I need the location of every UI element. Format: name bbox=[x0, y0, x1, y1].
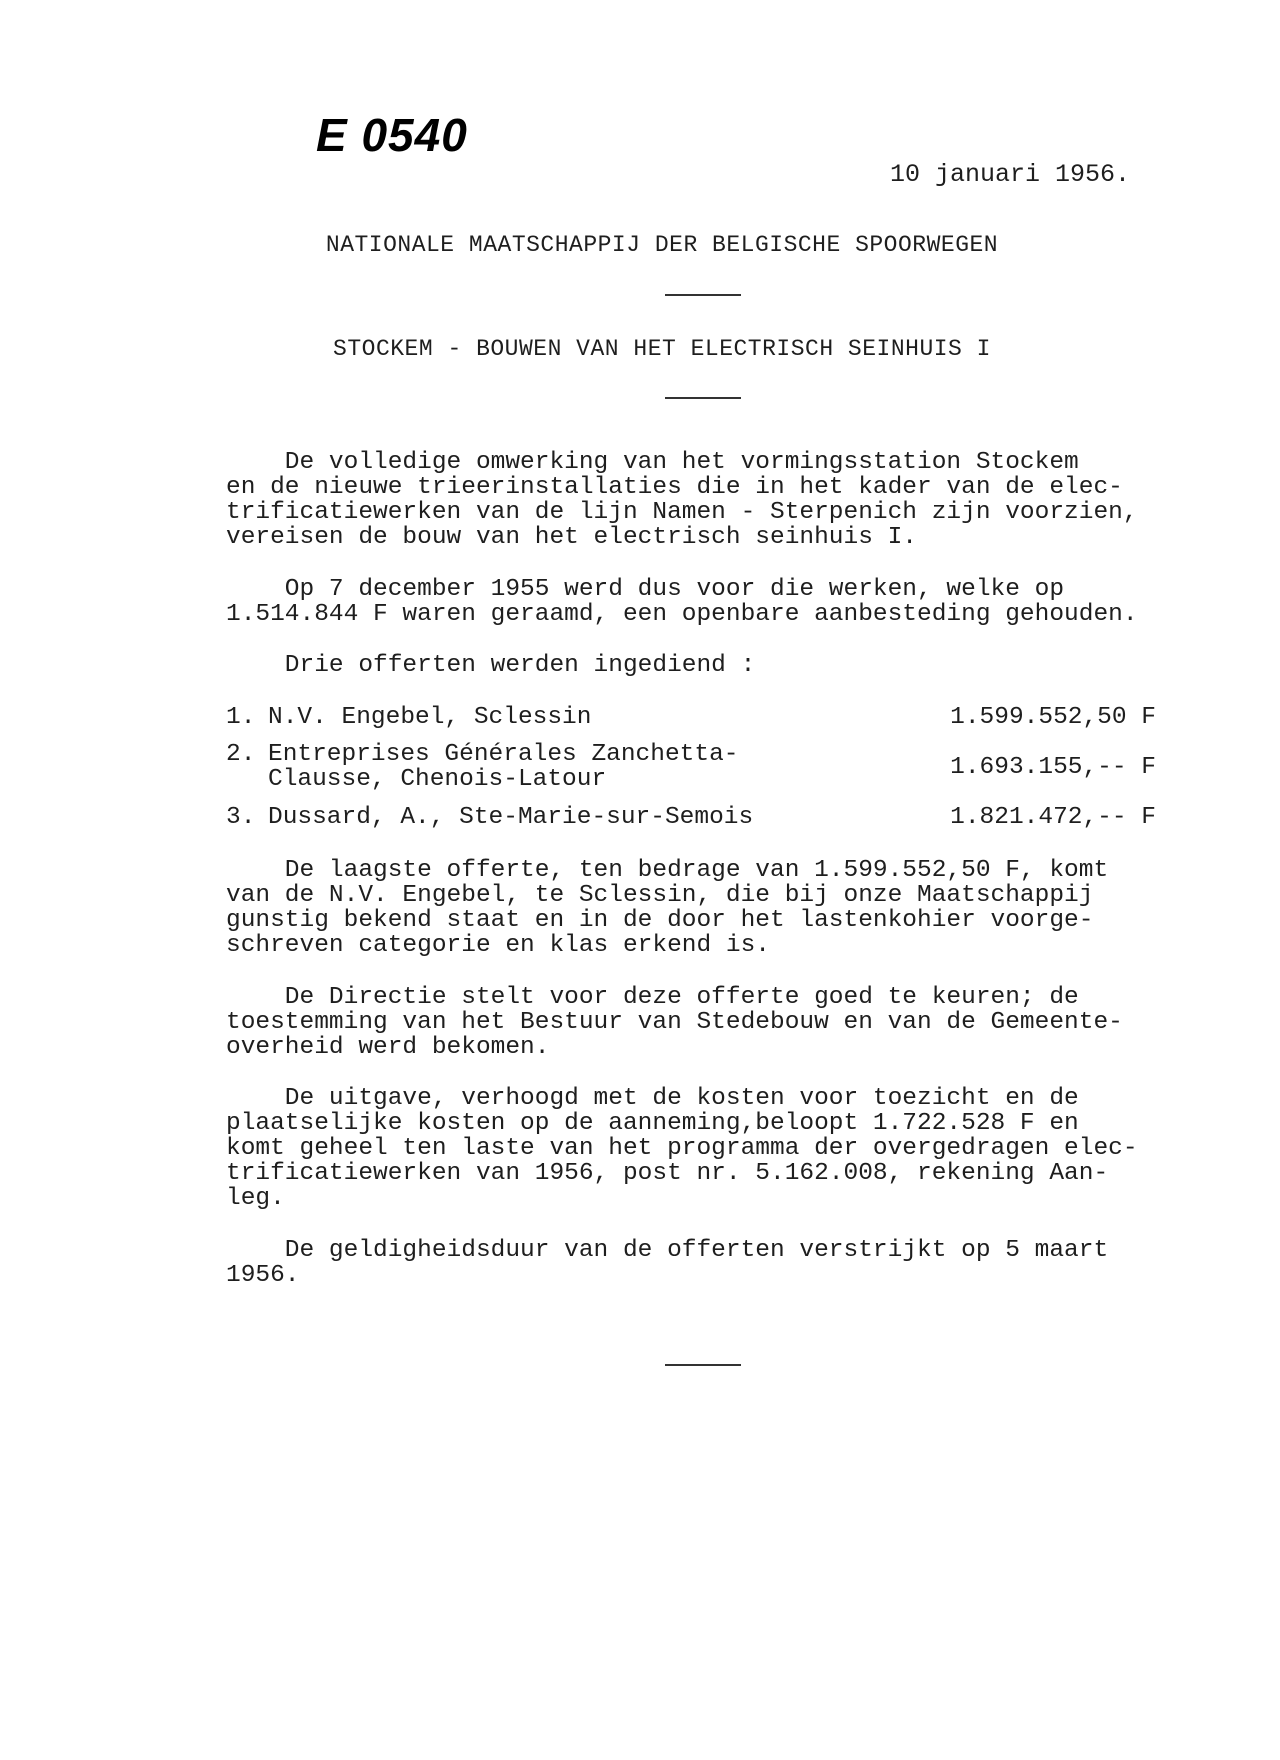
paragraph-expenditure: De uitgave, verhoogd met de kosten voor toezicht en de plaatselijke kosten op de aanneming,beloopt 1.722.528 F en komt geheel ten laste van het programma der overgedragen elec- trificatiewerken van 1956, post nr. 5.162.008, rekening Aan- leg. bbox=[226, 1085, 1138, 1212]
offer-amount: 1.821.472,-- F bbox=[950, 804, 1156, 831]
paragraph-offers-intro: Drie offerten werden ingediend : bbox=[226, 652, 756, 679]
paragraph-proposal: De Directie stelt voor deze offerte goed te keuren; de toestemming van het Bestuur van Stedebouw en van de Gemeente- overheid werd bekomen. bbox=[226, 984, 1123, 1061]
paragraph-intro: De volledige omwerking van het vormingsstation Stockem en de nieuwe trieerinstallaties die in het kader van de elec- trificatiewerken van de lijn Namen - Sterpenich zijn voorzien, vereisen de bouw van het electrisch seinhuis I. bbox=[226, 449, 1138, 551]
offer-bidder: Entreprises Générales Zanchetta- Clausse, Chenois-Latour bbox=[268, 741, 739, 793]
paragraph-lowest-offer: De laagste offerte, ten bedrage van 1.599.552,50 F, komt van de N.V. Engebel, te Sclessin, die bij onze Maatschappij gunstig bekend staat en in de door het lastenkohier voorge- schreven categorie en klas erkend is. bbox=[226, 857, 1109, 959]
offer-bidder: N.V. Engebel, Sclessin bbox=[268, 704, 592, 731]
subject-heading: STOCKEM - BOUWEN VAN HET ELECTRISCH SEINHUIS I bbox=[333, 336, 991, 362]
offer-amount: 1.693.155,-- F bbox=[950, 754, 1156, 781]
paragraph-tender: Op 7 december 1955 werd dus voor die werken, welke op 1.514.844 F waren geraamd, een openbare aanbesteding gehouden. bbox=[226, 576, 1138, 628]
offer-number: 3. bbox=[226, 804, 256, 831]
offer-number: 1. bbox=[226, 704, 256, 731]
document-number-stamp: E 0540 bbox=[316, 109, 468, 161]
offer-number: 2. bbox=[226, 741, 256, 768]
closing-rule bbox=[665, 1364, 741, 1366]
paragraph-validity: De geldigheidsduur van de offerten verstrijkt op 5 maart 1956. bbox=[226, 1237, 1109, 1289]
company-heading: NATIONALE MAATSCHAPPIJ DER BELGISCHE SPOORWEGEN bbox=[325, 232, 999, 258]
divider-rule bbox=[665, 397, 741, 399]
offer-amount: 1.599.552,50 F bbox=[950, 704, 1156, 731]
offer-bidder: Dussard, A., Ste-Marie-sur-Semois bbox=[268, 804, 754, 831]
letter-date: 10 januari 1956. bbox=[890, 160, 1131, 189]
divider-rule bbox=[665, 294, 741, 296]
